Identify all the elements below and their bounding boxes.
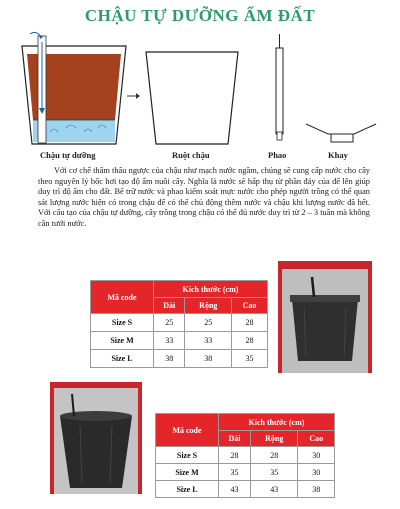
cell-value: 30 xyxy=(298,464,335,481)
table-row xyxy=(156,481,335,498)
col-length: Dài xyxy=(154,298,185,314)
table-row xyxy=(91,314,268,332)
row-code: Size L xyxy=(91,350,154,368)
col-width: Rộng xyxy=(251,431,298,447)
cell-value: 25 xyxy=(154,314,185,332)
cell-value: 43 xyxy=(219,481,251,498)
cell-value: 28 xyxy=(232,314,268,332)
table-row xyxy=(156,447,335,464)
cell-value: 33 xyxy=(185,332,232,350)
label-tray: Khay xyxy=(328,150,348,160)
header-code: Mã code xyxy=(91,281,154,314)
cell-value: 38 xyxy=(298,481,335,498)
tray-illustration xyxy=(306,124,376,142)
label-float: Phao xyxy=(268,150,287,160)
row-code: Size M xyxy=(156,464,219,481)
arrow-right-icon xyxy=(127,93,140,99)
col-height: Cao xyxy=(232,298,268,314)
row-code: Size L xyxy=(156,481,219,498)
col-height: Cao xyxy=(298,431,335,447)
col-width: Rộng xyxy=(185,298,232,314)
cell-value: 38 xyxy=(154,350,185,368)
row-code: Size S xyxy=(91,314,154,332)
size-table-square xyxy=(90,280,268,368)
product-description: Với cơ chế thẩm thấu ngược của chậu như mạch nước ngầm, chúng sẽ cung cấp nước cho cây theo nguyên lý bốc hơi tạo độ ẩm nuôi cây. Nghĩa là nước sẽ hấp thụ từ phần đáy của để lên giúp duy trì độ ẩm cho đất. Bể trữ nước và phao kiểm soát mực nước cho phép người trồng có thể quan sát lượng nước hiện có trong chậu để có thể chủ động thêm nước và chậu khi lượng nước đã hết. Với cấu tạo của chậu tự dưỡng, cây trồng trong chậu có thể đủ nước duy trì từ 2 – 3 tuần mà không cần tưới nước. xyxy=(38,166,370,228)
header-size: Kích thước (cm) xyxy=(154,281,268,298)
cell-value: 43 xyxy=(251,481,298,498)
round-pot-photo xyxy=(50,382,142,494)
cell-value: 35 xyxy=(232,350,268,368)
cell-value: 28 xyxy=(251,447,298,464)
header-size: Kích thước (cm) xyxy=(219,414,335,431)
row-code: Size M xyxy=(91,332,154,350)
float-illustration xyxy=(276,34,283,140)
pot-structure-diagram xyxy=(0,28,400,163)
header-code: Mã code xyxy=(156,414,219,447)
page-title: CHẬU TỰ DƯỠNG ẨM ĐẤT xyxy=(84,6,316,25)
label-self-watering-pot: Chậu tự dưỡng xyxy=(40,150,96,160)
inner-pot-illustration xyxy=(146,52,238,144)
self-watering-pot-illustration xyxy=(22,32,126,144)
cell-value: 38 xyxy=(185,350,232,368)
table-row xyxy=(156,464,335,481)
cell-value: 35 xyxy=(251,464,298,481)
row-code: Size S xyxy=(156,447,219,464)
cell-value: 33 xyxy=(154,332,185,350)
col-length: Dài xyxy=(219,431,251,447)
square-pot-photo xyxy=(278,261,372,373)
cell-value: 28 xyxy=(219,447,251,464)
cell-value: 35 xyxy=(219,464,251,481)
label-inner-pot: Ruột chậu xyxy=(172,150,210,160)
table-row xyxy=(91,350,268,368)
cell-value: 28 xyxy=(232,332,268,350)
table-row xyxy=(91,332,268,350)
cell-value: 30 xyxy=(298,447,335,464)
size-table-round xyxy=(155,413,335,498)
cell-value: 25 xyxy=(185,314,232,332)
